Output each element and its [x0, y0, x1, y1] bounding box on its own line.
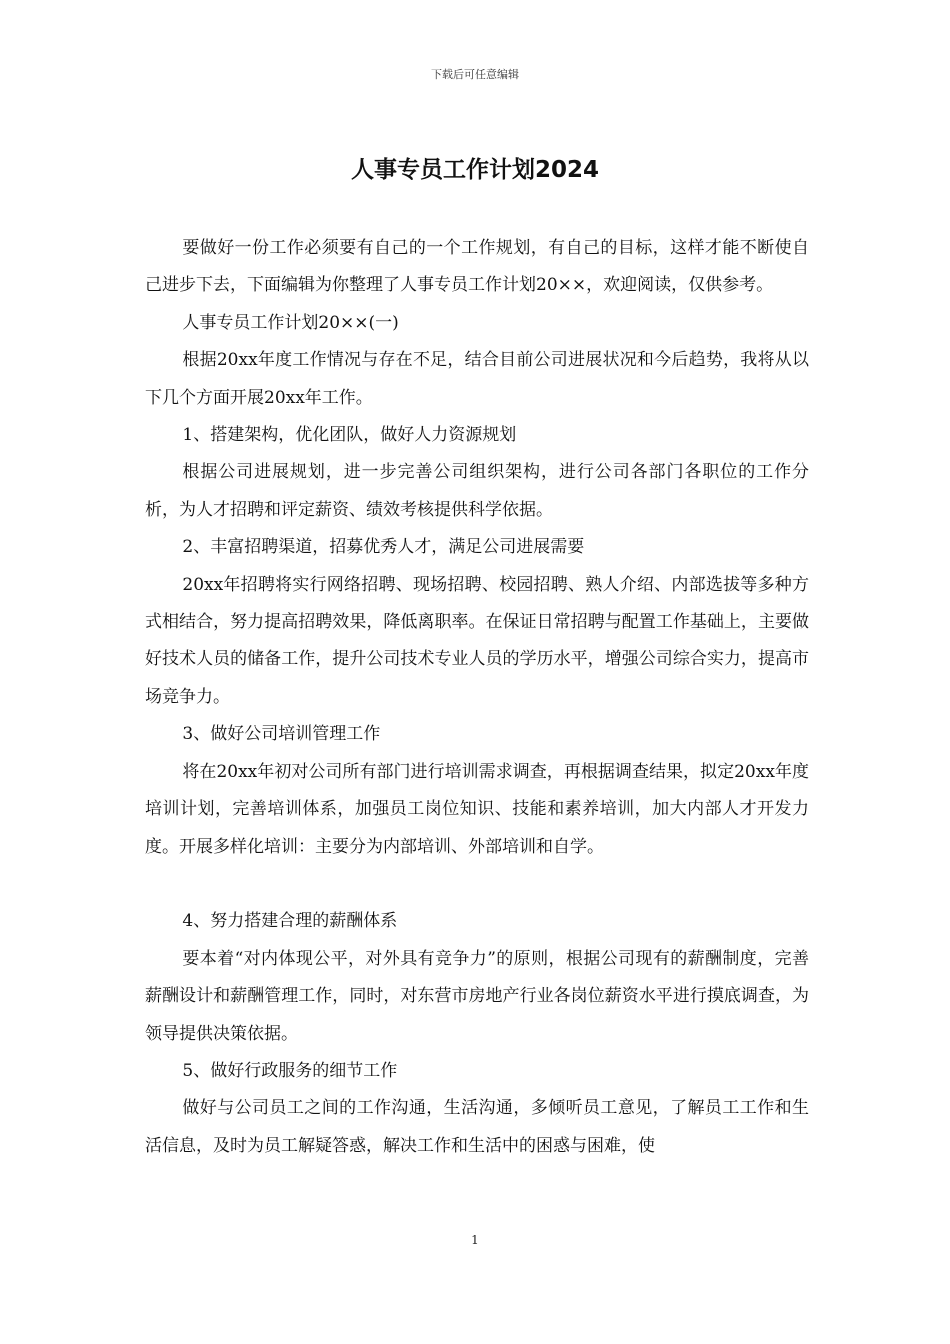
document-body: [145, 230, 809, 1165]
section-paragraph-5: 做好与公司员工之间的工作沟通，生活沟通，多倾听员工意见，了解员工工作和生活信息，及时为员工解疑答惑，解决工作和生活中的困惑与困难，使: [145, 1098, 809, 1156]
document-title: 人事专员工作计划2024: [350, 157, 599, 183]
intro-paragraph: 要做好一份工作必须要有自己的一个工作规划，有自己的目标，这样才能不断使自己进步下去，下面编辑为你整理了人事专员工作计划20××，欢迎阅读，仅供参考。: [145, 238, 809, 296]
section-heading-4: 4、努力搭建合理的薪酬体系: [182, 911, 398, 932]
section-heading-1: 1、搭建架构，优化团队，做好人力资源规划: [182, 425, 517, 446]
section-paragraph-1: 根据公司进展规划，进一步完善公司组织架构，进行公司各部门各职位的工作分析，为人才招聘和评定薪资、绩效考核提供科学依据。: [145, 462, 809, 520]
section-heading-2: 2、丰富招聘渠道，招募优秀人才，满足公司进展需要: [182, 537, 585, 558]
header-note: 下载后可任意编辑: [431, 68, 519, 81]
section-heading-3: 3、做好公司培训管理工作: [182, 724, 381, 745]
overview-paragraph: 根据20xx年度工作情况与存在不足，结合目前公司进展状况和今后趋势，我将从以下几个方面开展20xx年工作。: [145, 350, 809, 408]
section-heading-5: 5、做好行政服务的细节工作: [182, 1060, 398, 1081]
plan-heading: 人事专员工作计划20××(一): [182, 312, 399, 333]
section-paragraph-3: 将在20xx年初对公司所有部门进行培训需求调查，再根据调查结果，拟定20xx年度培训计划，完善培训体系，加强员工岗位知识、技能和素养培训，加大内部人才开发力度。开展多样化培训：主要分为内部培训、外部培训和自学。: [145, 761, 809, 857]
page-number: 1: [471, 1233, 479, 1247]
section-paragraph-4: 要本着“对内体现公平，对外具有竞争力”的原则，根据公司现有的薪酬制度，完善薪酬设计和薪酬管理工作，同时，对东营市房地产行业各岗位薪资水平进行摸底调查，为领导提供决策依据。: [145, 948, 809, 1044]
section-paragraph-2: 20xx年招聘将实行网络招聘、现场招聘、校园招聘、熟人介绍、内部选拔等多种方式相结合，努力提高招聘效果，降低离职率。在保证日常招聘与配置工作基础上，主要做好技术人员的储备工作，提升公司技术专业人员的学历水平，增强公司综合实力，提高市场竞争力。: [145, 574, 809, 707]
